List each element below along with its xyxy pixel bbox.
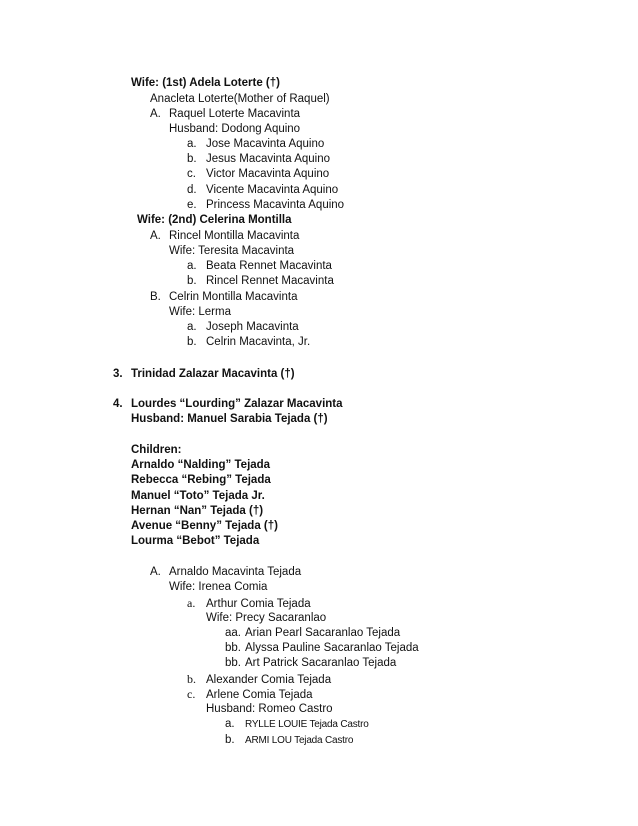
list-item-text: Joseph Macavinta	[206, 321, 299, 333]
list-item-text: RYLLE LOUIE Tejada Castro	[245, 719, 369, 730]
list-item	[187, 137, 324, 151]
list-item-text: Art Patrick Sacaranlao Tejada	[245, 657, 397, 669]
list-item-text: Celrin Macavinta, Jr.	[206, 336, 311, 348]
list-item	[187, 320, 299, 334]
list-item	[225, 733, 353, 748]
list-item-text: Arthur Comia Tejada	[206, 598, 311, 610]
list-item	[187, 274, 334, 288]
child-name: Hernan “Nan” Tejada (†)	[131, 505, 264, 517]
list-item	[225, 641, 419, 655]
list-marker: a.	[225, 718, 235, 730]
text-line: Husband: Romeo Castro	[206, 703, 333, 715]
text-line: Husband: Dodong Aquino	[169, 123, 301, 135]
list-item-text: Victor Macavinta Aquino	[206, 168, 330, 180]
list-item	[225, 626, 400, 640]
list-item-text: Princess Macavinta Aquino	[206, 199, 345, 211]
list-item	[150, 107, 300, 121]
list-item-text: ARMI LOU Tejada Castro	[245, 735, 354, 746]
children-heading: Children:	[131, 444, 182, 456]
list-item	[187, 596, 311, 611]
numbered-item-3	[113, 367, 295, 381]
list-marker: b.	[187, 275, 197, 287]
list-item-text: Arian Pearl Sacaranlao Tejada	[245, 627, 401, 639]
heading-first-wife: Wife: (1st) Adela Loterte (†)	[131, 77, 280, 89]
list-item	[187, 198, 344, 212]
list-marker: A.	[150, 108, 161, 120]
list-item	[187, 167, 329, 181]
list-item	[150, 229, 299, 243]
list-item-text: Lourdes “Lourding” Zalazar Macavinta	[131, 398, 343, 410]
list-item-text: Beata Rennet Macavinta	[206, 260, 332, 272]
list-item	[225, 656, 396, 670]
list-marker: d.	[187, 184, 197, 196]
list-marker: e.	[187, 199, 197, 211]
list-marker: a.	[187, 138, 197, 150]
list-item-text: Arlene Comia Tejada	[206, 689, 313, 701]
list-marker: c.	[187, 168, 196, 180]
list-marker: B.	[150, 291, 161, 303]
list-item-text: Rincel Rennet Macavinta	[206, 275, 334, 287]
child-name: Manuel “Toto” Tejada Jr.	[131, 490, 265, 502]
list-marker: bb.	[225, 657, 241, 669]
text-line: Wife: Lerma	[169, 306, 231, 318]
text-line: Husband: Manuel Sarabia Tejada (†)	[131, 413, 328, 425]
list-item	[225, 717, 369, 732]
list-marker: c.	[187, 687, 196, 701]
list-marker: 4.	[113, 398, 123, 410]
list-marker: 3.	[113, 368, 123, 380]
list-item-text: Alexander Comia Tejada	[206, 674, 332, 686]
list-marker: A.	[150, 230, 161, 242]
list-item-text: Alyssa Pauline Sacaranlao Tejada	[245, 642, 419, 654]
list-item	[187, 687, 313, 702]
list-item	[187, 259, 332, 273]
text-line: Wife: Teresita Macavinta	[169, 245, 295, 257]
list-item	[187, 152, 330, 166]
list-item-text: Raquel Loterte Macavinta	[169, 108, 301, 120]
list-item-text: Jesus Macavinta Aquino	[206, 153, 331, 165]
list-marker: aa.	[225, 627, 241, 639]
list-item	[150, 565, 301, 579]
list-item	[150, 290, 297, 304]
list-marker: A.	[150, 566, 161, 578]
list-marker: b.	[225, 734, 235, 746]
list-marker: a.	[187, 596, 196, 610]
list-marker: a.	[187, 260, 197, 272]
text-line: Wife: Precy Sacaranlao	[206, 612, 327, 624]
list-item	[187, 183, 338, 197]
text-line: Anacleta Loterte(Mother of Raquel)	[150, 93, 330, 105]
list-item	[187, 335, 310, 349]
list-item-text: Rincel Montilla Macavinta	[169, 230, 300, 242]
child-name: Avenue “Benny” Tejada (†)	[131, 520, 278, 532]
list-marker: b.	[187, 336, 197, 348]
list-marker: b.	[187, 672, 196, 686]
list-marker: a.	[187, 321, 197, 333]
list-item-text: Celrin Montilla Macavinta	[169, 291, 298, 303]
child-name: Lourma “Bebot” Tejada	[131, 535, 260, 547]
heading-second-wife: Wife: (2nd) Celerina Montilla	[137, 214, 292, 226]
list-item-text: Jose Macavinta Aquino	[206, 138, 325, 150]
text-line: Wife: Irenea Comia	[169, 581, 268, 593]
child-name: Rebecca “Rebing” Tejada	[131, 474, 271, 486]
child-name: Arnaldo “Nalding” Tejada	[131, 459, 271, 471]
list-item-text: Trinidad Zalazar Macavinta (†)	[131, 368, 295, 380]
numbered-item-4	[113, 397, 343, 411]
list-marker: bb.	[225, 642, 241, 654]
list-item-text: Vicente Macavinta Aquino	[206, 184, 339, 196]
list-item	[187, 672, 331, 687]
list-marker: b.	[187, 153, 197, 165]
list-item-text: Arnaldo Macavinta Tejada	[169, 566, 302, 578]
